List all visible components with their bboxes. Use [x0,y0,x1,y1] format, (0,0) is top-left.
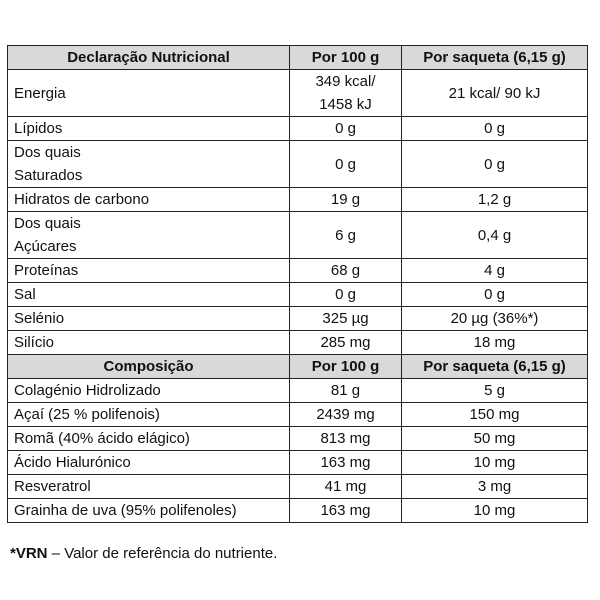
per-100g-value [290,117,402,141]
row-label-line: Grainha de uva (95% polifenoles) [14,502,237,519]
per-100g-value-line: 813 mg [320,430,371,447]
per-100g-value-line: 349 kcal/ [315,73,376,90]
per-100g-value-line: 163 mg [320,502,371,519]
table-row [8,307,588,331]
row-label [8,141,290,188]
table-row [8,499,588,523]
per-100g-value-line: 0 g [335,286,356,303]
per-100g-value [290,70,402,117]
composition-header-row [8,355,588,379]
row-label-line: Dos quais [14,215,81,232]
per-sachet-value-line: 0 g [484,155,505,173]
row-label [8,499,290,523]
per-100g-value-line: 163 mg [320,454,371,471]
per-100g-value-line: 6 g [335,226,356,244]
per-100g-value [290,499,402,523]
row-label-line: Dos quais [14,144,81,161]
row-label-line: Energia [14,84,66,102]
row-label [8,475,290,499]
per-sachet-value-line: 50 mg [473,430,516,447]
nutrition-header-row [8,46,588,70]
per-sachet-value [402,70,588,117]
per-100g-value-line: 285 mg [320,334,371,351]
footnote-text: – Valor de referência do nutriente. [47,545,278,562]
row-label-line: Hidratos de carbono [14,191,150,208]
per-sachet-value-line: 10 mg [473,502,516,519]
row-label [8,331,290,355]
per-100g-value [290,307,402,331]
row-label-line: Saturados [14,167,83,184]
per-100g-value [290,475,402,499]
row-label [8,451,290,475]
per-sachet-value-line: 18 mg [473,334,516,351]
nutrition-table [7,45,588,523]
per-100g-value-line: 1458 kJ [319,96,372,113]
per-sachet-value [402,212,588,259]
table-row [8,212,588,259]
table-row [8,259,588,283]
per-100g-value-line: 0 g [335,120,356,137]
footnote [10,545,277,562]
per-sachet-value-line: 3 mg [477,478,512,495]
row-label [8,259,290,283]
nutrition-facts [7,45,587,523]
per-100g-value [290,259,402,283]
per-100g-value [290,188,402,212]
table-row [8,427,588,451]
per-sachet-value [402,141,588,188]
nutrition-header-cell: Por 100 g [290,46,402,70]
table-row [8,451,588,475]
per-sachet-value [402,451,588,475]
table-row [8,141,588,188]
per-100g-value [290,283,402,307]
nutrition-header-cell: Por saqueta (6,15 g) [402,46,588,70]
table-row [8,379,588,403]
footnote-marker: *VRN [10,545,48,562]
table-body [8,46,588,523]
per-sachet-value-line: 4 g [484,262,505,279]
per-sachet-value-line: 150 mg [469,406,520,423]
per-100g-value-line: 2439 mg [316,406,375,423]
composition-header-cell: Por saqueta (6,15 g) [402,355,588,379]
row-label-line: Selénio [14,310,65,327]
per-100g-value-line: 41 mg [324,478,367,495]
per-100g-value-line: 325 µg [322,310,369,327]
per-sachet-value-line: 0 g [484,120,505,137]
per-100g-value-line: 19 g [330,191,361,208]
per-sachet-value-line: 10 mg [473,454,516,471]
row-label-line: Ácido Hialurónico [14,454,131,471]
per-100g-value [290,331,402,355]
per-100g-value-line: 0 g [335,155,356,173]
row-label [8,70,290,117]
row-label [8,379,290,403]
per-sachet-value [402,379,588,403]
per-100g-value [290,141,402,188]
row-label-line: Sal [14,286,36,303]
per-sachet-value [402,283,588,307]
per-100g-value-line: 81 g [330,382,361,399]
per-100g-value [290,427,402,451]
per-100g-value-line: 68 g [330,262,361,279]
table-row [8,117,588,141]
table-row [8,188,588,212]
row-label-line: Proteínas [14,262,79,279]
row-label [8,427,290,451]
composition-header-cell: Por 100 g [290,355,402,379]
row-label-line: Resveratrol [14,478,91,495]
nutrition-header-cell: Declaração Nutricional [8,46,290,70]
per-sachet-value-line: 0,4 g [477,226,512,244]
per-sachet-value [402,475,588,499]
per-sachet-value-line: 0 g [484,286,505,303]
per-sachet-value [402,307,588,331]
row-label-line: Silício [14,334,55,351]
table-row [8,283,588,307]
per-100g-value [290,451,402,475]
per-sachet-value [402,188,588,212]
composition-header-cell: Composição [8,355,290,379]
per-sachet-value-line: 1,2 g [477,191,512,208]
row-label-line: Romã (40% ácido elágico) [14,430,190,447]
per-sachet-value [402,403,588,427]
per-sachet-value [402,117,588,141]
table-row [8,403,588,427]
table-row [8,475,588,499]
row-label [8,212,290,259]
row-label [8,403,290,427]
per-100g-value [290,403,402,427]
per-sachet-value-line: 20 µg (36%*) [450,310,539,327]
row-label [8,117,290,141]
row-label-line: Açúcares [14,238,77,255]
per-sachet-value [402,427,588,451]
table-row [8,331,588,355]
per-sachet-value [402,499,588,523]
row-label [8,188,290,212]
row-label-line: Colagénio Hidrolizado [14,382,161,399]
row-label [8,283,290,307]
per-sachet-value-line: 5 g [484,382,505,399]
row-label-line: Açaí (25 % polifenois) [14,406,160,423]
row-label [8,307,290,331]
per-100g-value [290,379,402,403]
per-sachet-value [402,331,588,355]
table-row [8,70,588,117]
per-sachet-value-line: 21 kcal/ 90 kJ [448,84,541,102]
per-100g-value [290,212,402,259]
per-sachet-value [402,259,588,283]
row-label-line: Lípidos [14,120,63,137]
